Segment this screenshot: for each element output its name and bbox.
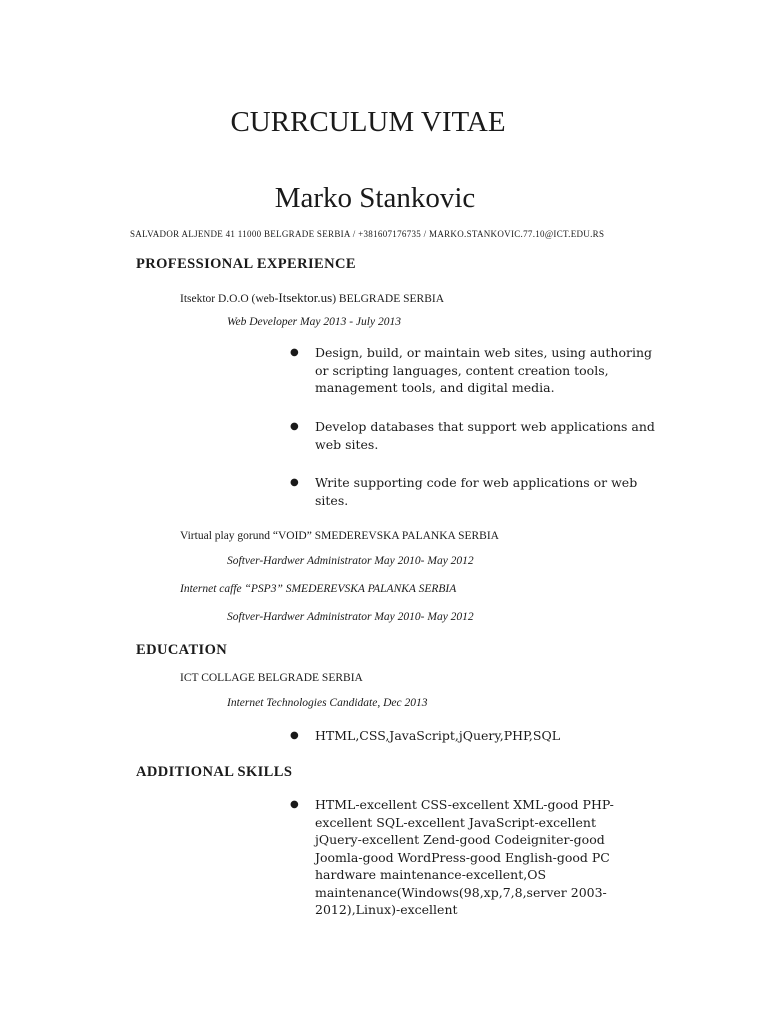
list-item-text: Design, build, or maintain web sites, using authoring or scripting languages, content creation tools, management tools, and digital media. — [315, 345, 653, 395]
job-company — [180, 290, 444, 306]
list-item — [290, 727, 660, 745]
list-item-text: Develop databases that support web applications and web sites. — [315, 419, 655, 452]
company-website-link[interactable]: Itsektor.us — [278, 290, 333, 305]
bullet-icon: ● — [290, 421, 299, 432]
job-company: Internet caffe “PSP3” SMEDEREVSKA PALANKA SERBIA — [180, 583, 457, 595]
professional-experience-heading: PROFESSIONAL EXPERIENCE — [136, 256, 356, 272]
education-heading: EDUCATION — [136, 642, 228, 658]
list-item-text: HTML,CSS,JavaScript,jQuery,PHP,SQL — [315, 728, 561, 743]
job-company: Virtual play gorund “VOID” SMEDEREVSKA PALANKA SERBIA — [180, 530, 499, 542]
education-degree: Internet Technologies Candidate, Dec 2013 — [227, 697, 428, 709]
additional-skills-heading: ADDITIONAL SKILLS — [136, 764, 293, 780]
bullet-icon: ● — [290, 477, 299, 488]
list-item — [290, 418, 660, 453]
company-name-prefix: Itsektor D.O.O (web- — [180, 293, 279, 305]
contact-line: SALVADOR ALJENDE 41 11000 BELGRADE SERBIA / +381607176735 / MARKO.STANKOVIC.77.10@ICT.EDU.RS — [130, 229, 605, 239]
job-role: Softver-Hardwer Administrator May 2010- May 2012 — [227, 611, 474, 623]
bullet-icon: ● — [290, 799, 299, 810]
list-item — [290, 474, 660, 509]
job-role: Softver-Hardwer Administrator May 2010- May 2012 — [227, 555, 474, 567]
education-school: ICT COLLAGE BELGRADE SERBIA — [180, 672, 363, 684]
list-item-text: Write supporting code for web applications or web sites. — [315, 475, 638, 508]
job-role: Web Developer May 2013 - July 2013 — [227, 316, 401, 328]
list-item — [290, 344, 660, 397]
company-name-suffix: ) BELGRADE SERBIA — [332, 293, 444, 305]
document-title: CURRCULUM VITAE — [230, 106, 506, 138]
bullet-icon: ● — [290, 347, 299, 358]
bullet-icon: ● — [290, 730, 299, 741]
candidate-name: Marko Stankovic — [274, 182, 476, 214]
list-item-text: HTML-excellent CSS-excellent XML-good PHP-excellent SQL-excellent JavaScript-excellent jQuery-excellent Zend-good Codeigniter-good Joomla-good WordPress-good English-good PC hardware maintenance-excellent,OS maintenance(Windows(98,xp,7,8,server 2003-2012),Linux)-excellent — [315, 797, 614, 917]
list-item — [290, 796, 646, 919]
